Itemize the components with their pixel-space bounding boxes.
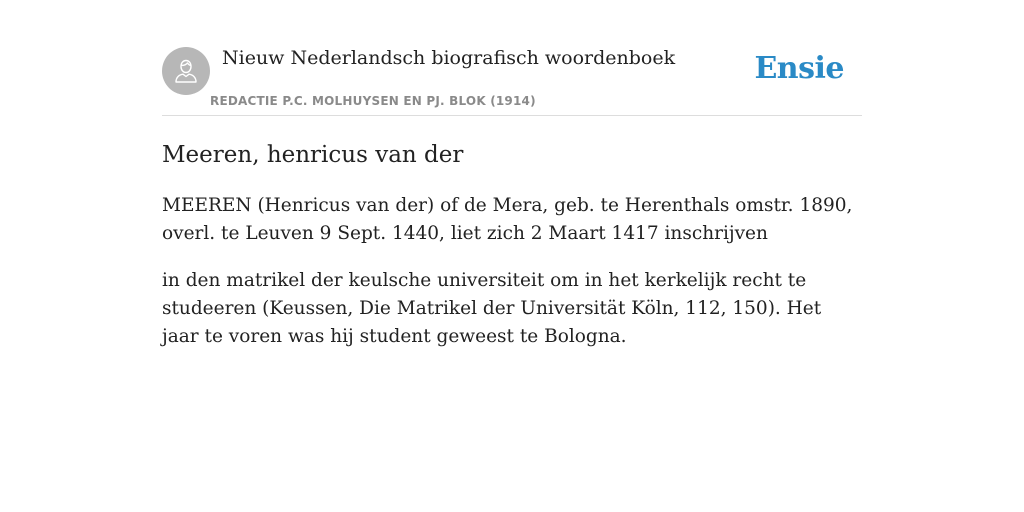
person-icon [172,57,200,85]
entry-title: Meeren, henricus van der [162,142,464,168]
entry-paragraph: MEEREN (Henricus van der) of de Mera, geb. te Herenthals omstr. 1890, overl. te Leuven 9 Sept. 1440, liet zich 2 Maart 1417 inschrijven [162,195,853,244]
source-editors: REDACTIE P.C. MOLHUYSEN EN PJ. BLOK (1914) [210,94,536,108]
ensie-logo[interactable]: Ensie [754,51,844,86]
author-avatar [162,47,210,95]
source-title[interactable]: Nieuw Nederlandsch biografisch woordenboek [222,47,676,69]
page-container [162,0,862,347]
entry-paragraph: in den matrikel der keulsche universiteit om in het kerkelijk recht te studeeren (Keussen, Die Matrikel der Universität Köln, 112, 150). Het jaar te voren was hij student geweest te Bologna. [162,270,822,347]
source-header [162,0,862,116]
